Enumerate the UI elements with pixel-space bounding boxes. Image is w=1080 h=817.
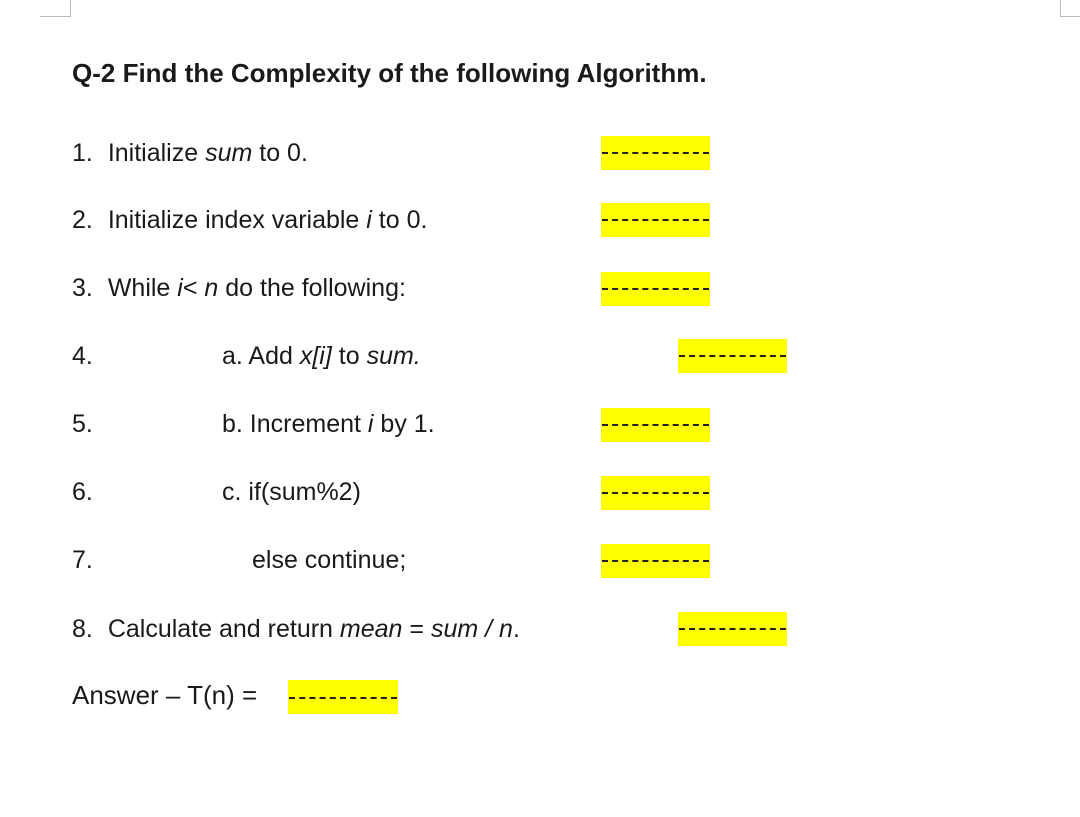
step-text: Initialize index variable: [107, 206, 367, 234]
step-variable: i: [177, 274, 183, 302]
step-text: to 0.: [252, 139, 308, 167]
answer-blank-step-8[interactable]: [678, 612, 787, 646]
step-text: .: [512, 615, 520, 643]
step-variable: i: [367, 410, 374, 438]
step-variable: sum.: [366, 342, 421, 370]
step-4-number: 4.: [72, 342, 93, 370]
step-number: 3.: [72, 274, 93, 302]
step-variable: n: [204, 274, 219, 302]
answer-blank-step-2[interactable]: [601, 203, 710, 237]
step-variable: sum: [205, 139, 253, 167]
step-variable: i: [366, 206, 372, 234]
step-number: 1.: [72, 139, 93, 167]
answer-label: Answer – T(n) =: [72, 680, 258, 710]
answer-blank-step-3[interactable]: [601, 272, 710, 306]
answer-blank-step-5[interactable]: [601, 408, 710, 442]
step-text: to 0.: [371, 206, 428, 234]
step-variable: sum / n: [430, 615, 513, 643]
step-text: b. Increment: [222, 410, 368, 438]
step-text: =: [402, 615, 431, 643]
step-variable: x[i]: [299, 342, 332, 370]
step-text: <: [182, 274, 205, 302]
step-5: [222, 410, 435, 439]
step-7-number: 7.: [72, 546, 93, 574]
step-text: a. Add: [222, 342, 300, 370]
step-4: [222, 342, 421, 371]
answer-blank-step-4[interactable]: [678, 339, 787, 373]
step-6: c. if(sum%2): [222, 478, 361, 506]
step-text: Initialize: [107, 139, 206, 167]
page-corner-mark-left: [40, 0, 71, 17]
step-text: do the following:: [218, 274, 406, 302]
step-number: 2.: [72, 206, 93, 234]
answer-blank-step-6[interactable]: [601, 476, 710, 510]
step-number: 8.: [72, 615, 93, 643]
step-5-number: 5.: [72, 410, 93, 438]
step-1: [72, 139, 308, 168]
step-7: else continue;: [252, 546, 407, 574]
step-text: by 1.: [373, 410, 435, 438]
question-title: Q-2 Find the Complexity of the following Algorithm.: [72, 58, 707, 88]
step-6-number: 6.: [72, 478, 93, 506]
step-text: to: [331, 342, 367, 370]
page-corner-mark-right: [1060, 0, 1080, 17]
step-8: [72, 615, 520, 644]
step-2: [72, 206, 427, 235]
answer-blank-step-7[interactable]: [601, 544, 710, 578]
step-text: While: [107, 274, 178, 302]
step-text: Calculate and return: [107, 615, 340, 643]
step-3: [72, 274, 406, 303]
step-variable: mean: [339, 615, 403, 643]
answer-blank-step-1[interactable]: [601, 136, 710, 170]
answer-blank-total[interactable]: [288, 680, 398, 714]
